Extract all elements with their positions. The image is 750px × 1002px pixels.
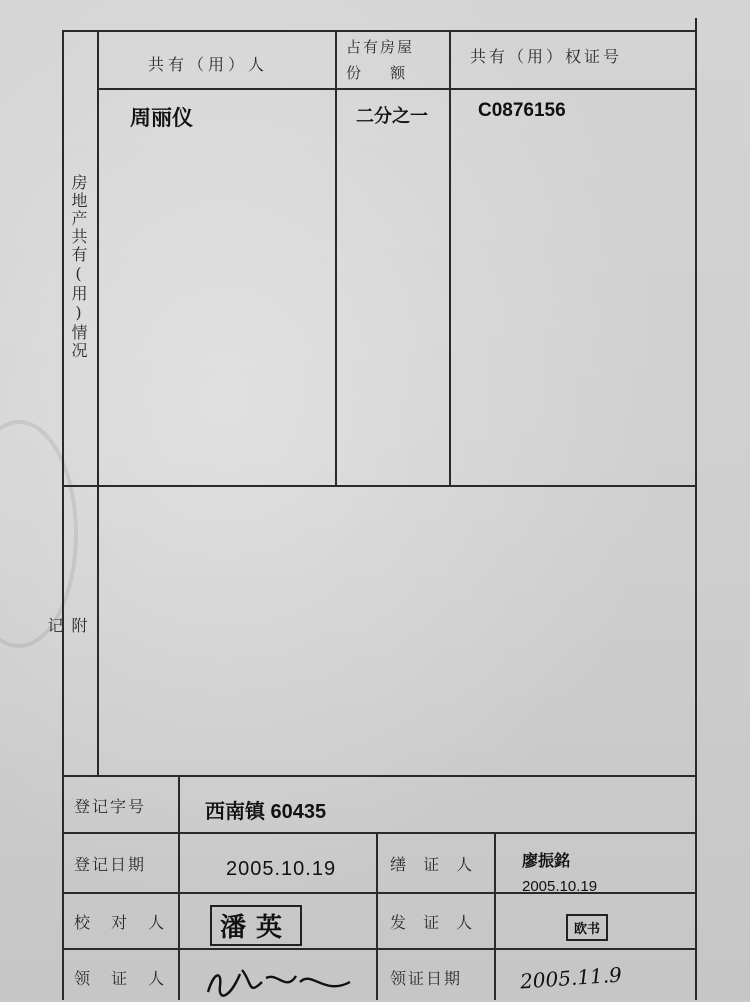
share-value: 二分之一 — [356, 106, 428, 126]
receiver-label: 领 证 人 — [74, 969, 173, 988]
checker-label: 校 对 人 — [74, 913, 173, 932]
header-share-line2: 份 额 — [346, 64, 408, 82]
footer-top — [62, 775, 696, 777]
col-divider-2 — [449, 30, 451, 485]
header-row-line — [97, 88, 695, 90]
co-owner-name: 周丽仪 — [130, 107, 193, 130]
sender-label: 发 证 人 — [390, 913, 479, 932]
checker-seal: 潘英 — [210, 905, 302, 946]
footer-col-3 — [494, 832, 496, 1000]
frame-right — [695, 18, 697, 1000]
frame-left — [62, 30, 64, 1000]
reg-no-value: 西南镇 60435 — [205, 801, 327, 823]
section-label-co-ownership: 房地产共有(用)情况 — [69, 174, 88, 360]
col-divider-1 — [335, 30, 337, 485]
sender-seal: 欧书 — [566, 914, 608, 941]
issuer-name: 廖振銘 — [522, 853, 571, 870]
frame-top — [62, 30, 696, 32]
reg-no-label: 登记字号 — [74, 797, 147, 816]
side-column-divider — [97, 30, 99, 775]
issuer-date: 2005.10.19 — [522, 878, 598, 895]
footer-line-2 — [62, 832, 696, 834]
header-cert-no: 共有（用）权证号 — [470, 47, 623, 66]
footer-col-1 — [178, 775, 180, 1000]
issuer-label: 缮 证 人 — [390, 855, 479, 874]
footer-line-4 — [62, 948, 696, 950]
section-divider — [62, 485, 696, 487]
header-share-line1: 占有房屋 — [346, 38, 415, 56]
footer-col-2 — [376, 832, 378, 1000]
section-label-annotation: 附 记 — [45, 617, 88, 663]
faded-stamp — [0, 420, 78, 648]
receive-date-label: 领证日期 — [390, 969, 463, 988]
receive-date-signature: 2005.11.9 — [519, 962, 623, 994]
receiver-signature — [200, 952, 360, 1002]
cert-number: C0876156 — [478, 100, 566, 121]
footer-line-3 — [62, 892, 696, 894]
reg-date-value: 2005.10.19 — [226, 858, 337, 880]
header-co-owner: 共有（用）人 — [148, 55, 269, 74]
reg-date-label: 登记日期 — [74, 855, 147, 874]
